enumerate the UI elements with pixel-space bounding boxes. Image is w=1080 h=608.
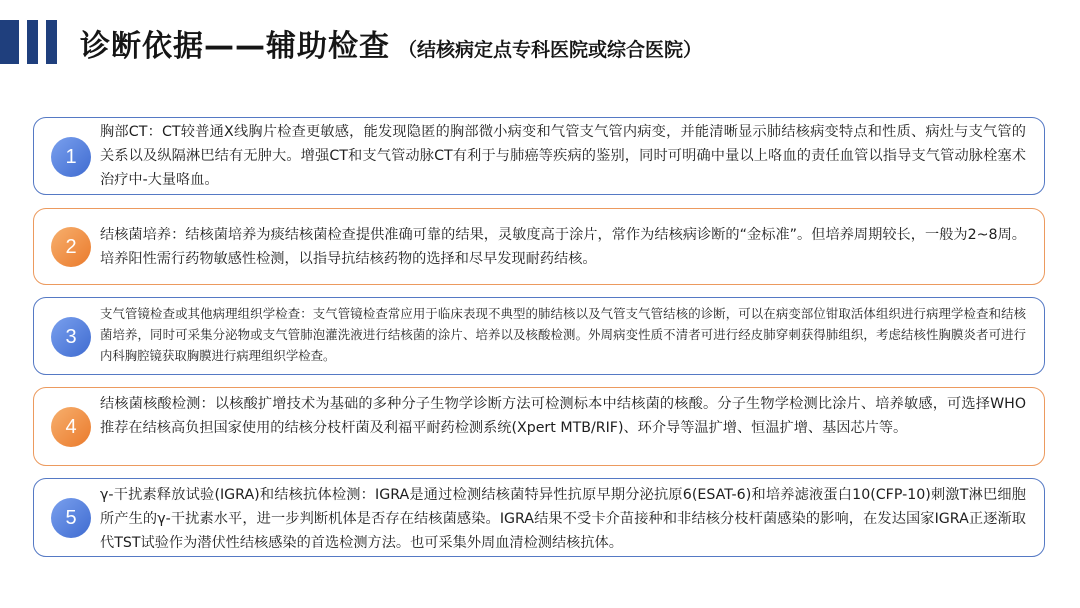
exam-card-igra	[33, 478, 1045, 557]
exam-card-ct	[33, 117, 1045, 195]
header-deco-bar-2	[27, 20, 38, 64]
item-number-badge: 3	[51, 317, 91, 357]
item-number-badge: 4	[51, 407, 91, 447]
exam-card-culture	[33, 208, 1045, 285]
header-deco-bar-3	[46, 20, 57, 64]
item-number-badge: 1	[51, 137, 91, 177]
item-text: γ-干扰素释放试验(IGRA)和结核抗体检测：IGRA是通过检测结核菌特异性抗原早期分泌抗原6(ESAT-6)和培养滤液蛋白10(CFP-10)刺激T淋巴细胞所产生的γ-干扰素水平，进一步判断机体是否存在结核菌感染。IGRA结果不受卡介苗接种和非结核分枝杆菌感染的影响，在发达国家IGRA正逐渐取代TST试验作为潜伏性结核感染的首选检测方法。也可采集外周血清检测结核抗体。	[100, 487, 1026, 551]
item-text: 结核菌核酸检测：以核酸扩增技术为基础的多种分子生物学诊断方法可检测标本中结核菌的核酸。分子生物学检测比涂片、培养敏感，可选择WHO推荐在结核高负担国家使用的结核分枝杆菌及利福平耐药检测系统(Xpert MTB/RIF)、环介导等温扩增、恒温扩增、基因芯片等。	[100, 396, 1026, 436]
item-text: 支气管镜检查或其他病理组织学检查：支气管镜检查常应用于临床表现不典型的肺结核以及气管支气管结核的诊断，可以在病变部位钳取活体组织进行病理学检查和结核菌培养，同时可采集分泌物或支气管肺泡灌洗液进行结核菌的涂片、培养以及核酸检测。外周病变性质不清者可进行经皮肺穿刺获得肺组织，考虑结核性胸膜炎者可进行内科胸腔镜获取胸膜进行病理组织学检查。	[100, 306, 1026, 363]
item-text: 结核菌培养：结核菌培养为痰结核菌检查提供准确可靠的结果，灵敏度高于涂片，常作为结核病诊断的“金标准”。但培养周期较长，一般为2~8周。培养阳性需行药物敏感性检测，以指导抗结核药物的选择和尽早发现耐药结核。	[100, 227, 1026, 267]
title-main: 诊断依据——辅助检查	[80, 29, 390, 64]
item-number-badge: 5	[51, 498, 91, 538]
exam-card-bronchoscopy	[33, 297, 1045, 375]
item-number-badge: 2	[51, 227, 91, 267]
exam-card-nucleic-acid	[33, 387, 1045, 466]
header-deco-bar-1	[0, 20, 19, 64]
title-subtitle: （结核病定点专科医院或综合医院）	[398, 39, 703, 61]
item-text: 胸部CT：CT较普通X线胸片检查更敏感，能发现隐匿的胸部微小病变和气管支气管内病变，并能清晰显示肺结核病变特点和性质、病灶与支气管的关系以及纵隔淋巴结有无肿大。增强CT和支气管动脉CT有利于与肺癌等疾病的鉴别，同时可明确中量以上咯血的责任血管以指导支气管动脉栓塞术治疗中-大量咯血。	[100, 124, 1026, 188]
page-title	[80, 21, 702, 65]
